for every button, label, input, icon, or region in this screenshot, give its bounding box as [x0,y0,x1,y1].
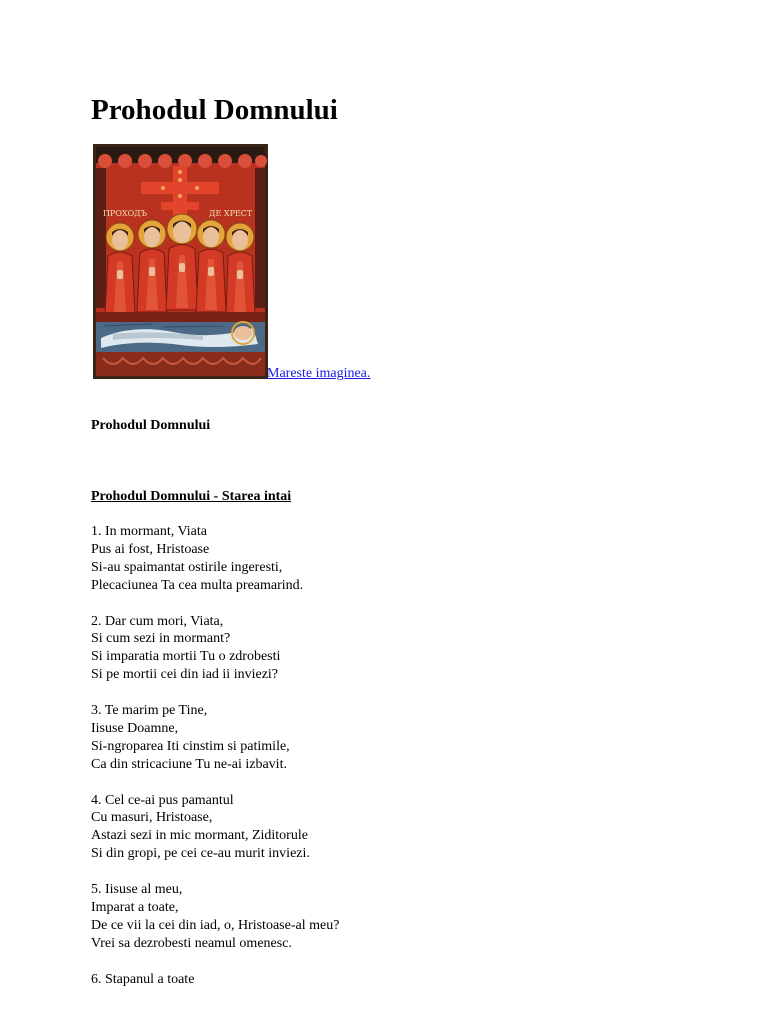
verse-line: 3. Te marim pe Tine, [91,703,208,719]
stanza-2 [91,613,339,685]
verse-line: 1. In mormant, Viata [91,524,207,539]
inscription-right: ДЕ ХРЕСТ [209,209,253,218]
verse-line: 4. Cel ce-ai pus pamantul [91,792,234,808]
verse-line: Iisuse Doamne, [91,720,179,736]
verse-line: Pus ai fost, Hristoase [91,541,210,557]
verse-line: Si din gropi, pe cei ce-au murit inviezi. [91,846,310,862]
stanza-4 [91,792,339,864]
page-title: Prohodul Domnului [91,94,338,126]
verse-line: 6. Stapanul a toate [91,971,195,987]
verse-line: Cu masuri, Hristoase, [91,810,213,826]
section-heading: Prohodul Domnului - Starea intai [91,489,292,504]
inscription-left: ПРОХОДЪ [103,209,148,218]
enlarge-image-link[interactable]: Mareste imaginea. [267,366,371,381]
verse-line: Astazi sezi in mic mormant, Ziditorule [91,828,308,844]
stanza-list [91,523,339,1006]
verse-line: Ca din stricaciune Tu ne-ai izbavit. [91,756,287,772]
verse-line: Si imparatia mortii Tu o zdrobesti [91,649,281,665]
verse-line: Si cum sezi in mormant? [91,631,231,647]
stanza-1 [91,523,339,595]
verse-line: Si-ngroparea Iti cinstim si patimile, [91,738,290,754]
stanza-5 [91,881,339,953]
stanza-3 [91,702,339,774]
verse-line: De ce vii la cei din iad, o, Hristoase-al meu? [91,917,340,933]
subtitle: Prohodul Domnului [91,418,211,433]
verse-line: Imparat a toate, [91,899,179,915]
verse-line: Si-au spaimantat ostirile ingeresti, [91,559,283,575]
verse-line: 2. Dar cum mori, Viata, [91,613,224,629]
stanza-6 [91,971,339,989]
verse-line: Vrei sa dezrobesti neamul omenesc. [91,935,292,951]
verse-line: Plecaciunea Ta cea multa preamarind. [91,577,304,593]
verse-line: Si pe mortii cei din iad ii inviezi? [91,667,279,683]
entombment-icon-painting[interactable] [93,144,268,379]
verse-line: 5. Iisuse al meu, [91,882,183,898]
